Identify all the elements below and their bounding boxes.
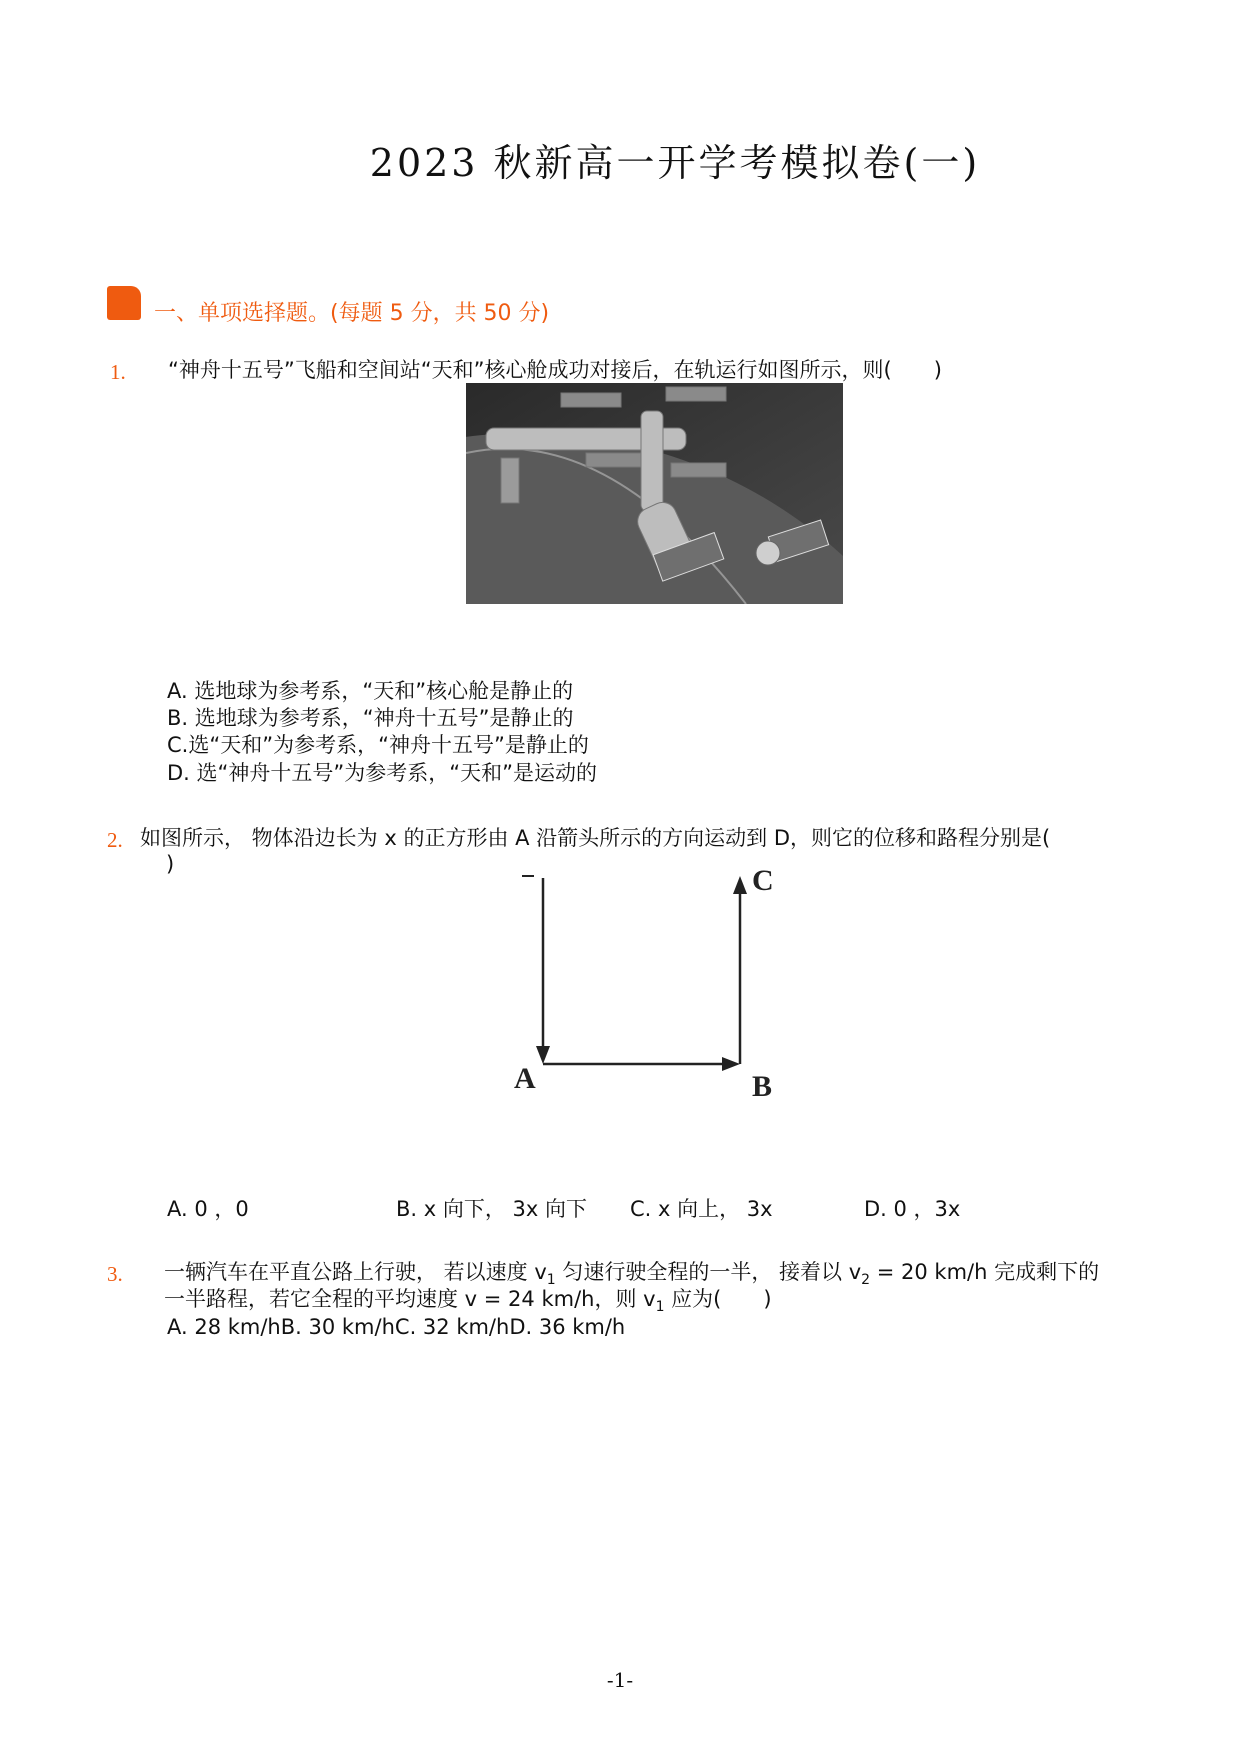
question-3-stem-line1: 一辆汽车在平直公路上行驶， 若以速度 $v_1$ 匀速行驶全程的一半， 接着以 $v_2 = 20$ km/h 完成剩下的	[164, 1260, 1100, 1289]
document-title: 2023 秋新高一开学考模拟卷(一)	[369, 141, 981, 185]
question-1-number: 1.	[110, 360, 126, 384]
arrow-up-icon	[733, 876, 747, 894]
question-2-stem-line1: 如图所示， 物体沿边长为 x 的正方形由 A 沿箭头所示的方向运动到 D，则它的位移和路程分别是(	[140, 826, 1051, 850]
question-3-options: A. 28 km/hB. 30 km/hC. 32 km/hD. 36 km/h	[167, 1315, 626, 1339]
question-3-number: 3.	[107, 1262, 123, 1286]
point-c-label: C	[752, 868, 774, 897]
arrow-down-icon	[536, 1046, 550, 1064]
question-2-stem-line2: )	[166, 852, 175, 876]
question-2-option-a: A. 0 ，0	[167, 1197, 249, 1221]
page-number: -1-	[606, 1668, 634, 1692]
question-1-option-c: C.选“天和”为参考系，“神舟十五号”是静止的	[167, 733, 589, 757]
question-2-option-b: B. x 向下， 3x 向下	[396, 1197, 587, 1221]
question-2-number: 2.	[107, 828, 123, 852]
question-1-option-a: A. 选地球为参考系，“天和”核心舱是静止的	[167, 679, 574, 703]
question-2-option-d: D. 0 ，3x	[864, 1197, 961, 1221]
space-station-photo	[466, 383, 843, 604]
point-b-label: B	[752, 1070, 773, 1103]
arrow-right-icon	[722, 1057, 740, 1071]
square-path-diagram	[500, 868, 800, 1118]
question-1-option-d: D. 选“神舟十五号”为参考系，“天和”是运动的	[167, 761, 598, 785]
question-1-stem: “神舟十五号”飞船和空间站“天和”核心舱成功对接后，在轨运行如图所示，则( )	[168, 358, 942, 382]
section-title: 一、单项选择题。(每题 5 分，共 50 分)	[154, 301, 550, 326]
question-3-stem-line2: 一半路程，若它全程的平均速度 v = 24 km/h，则 $v_1$ 应为( )	[164, 1287, 772, 1316]
section-marker-icon	[107, 286, 141, 320]
point-a-label: A	[514, 1062, 536, 1095]
question-1-option-b: B. 选地球为参考系，“神舟十五号”是静止的	[167, 706, 574, 730]
question-2-option-c: C. x 向上， 3x	[630, 1197, 773, 1221]
